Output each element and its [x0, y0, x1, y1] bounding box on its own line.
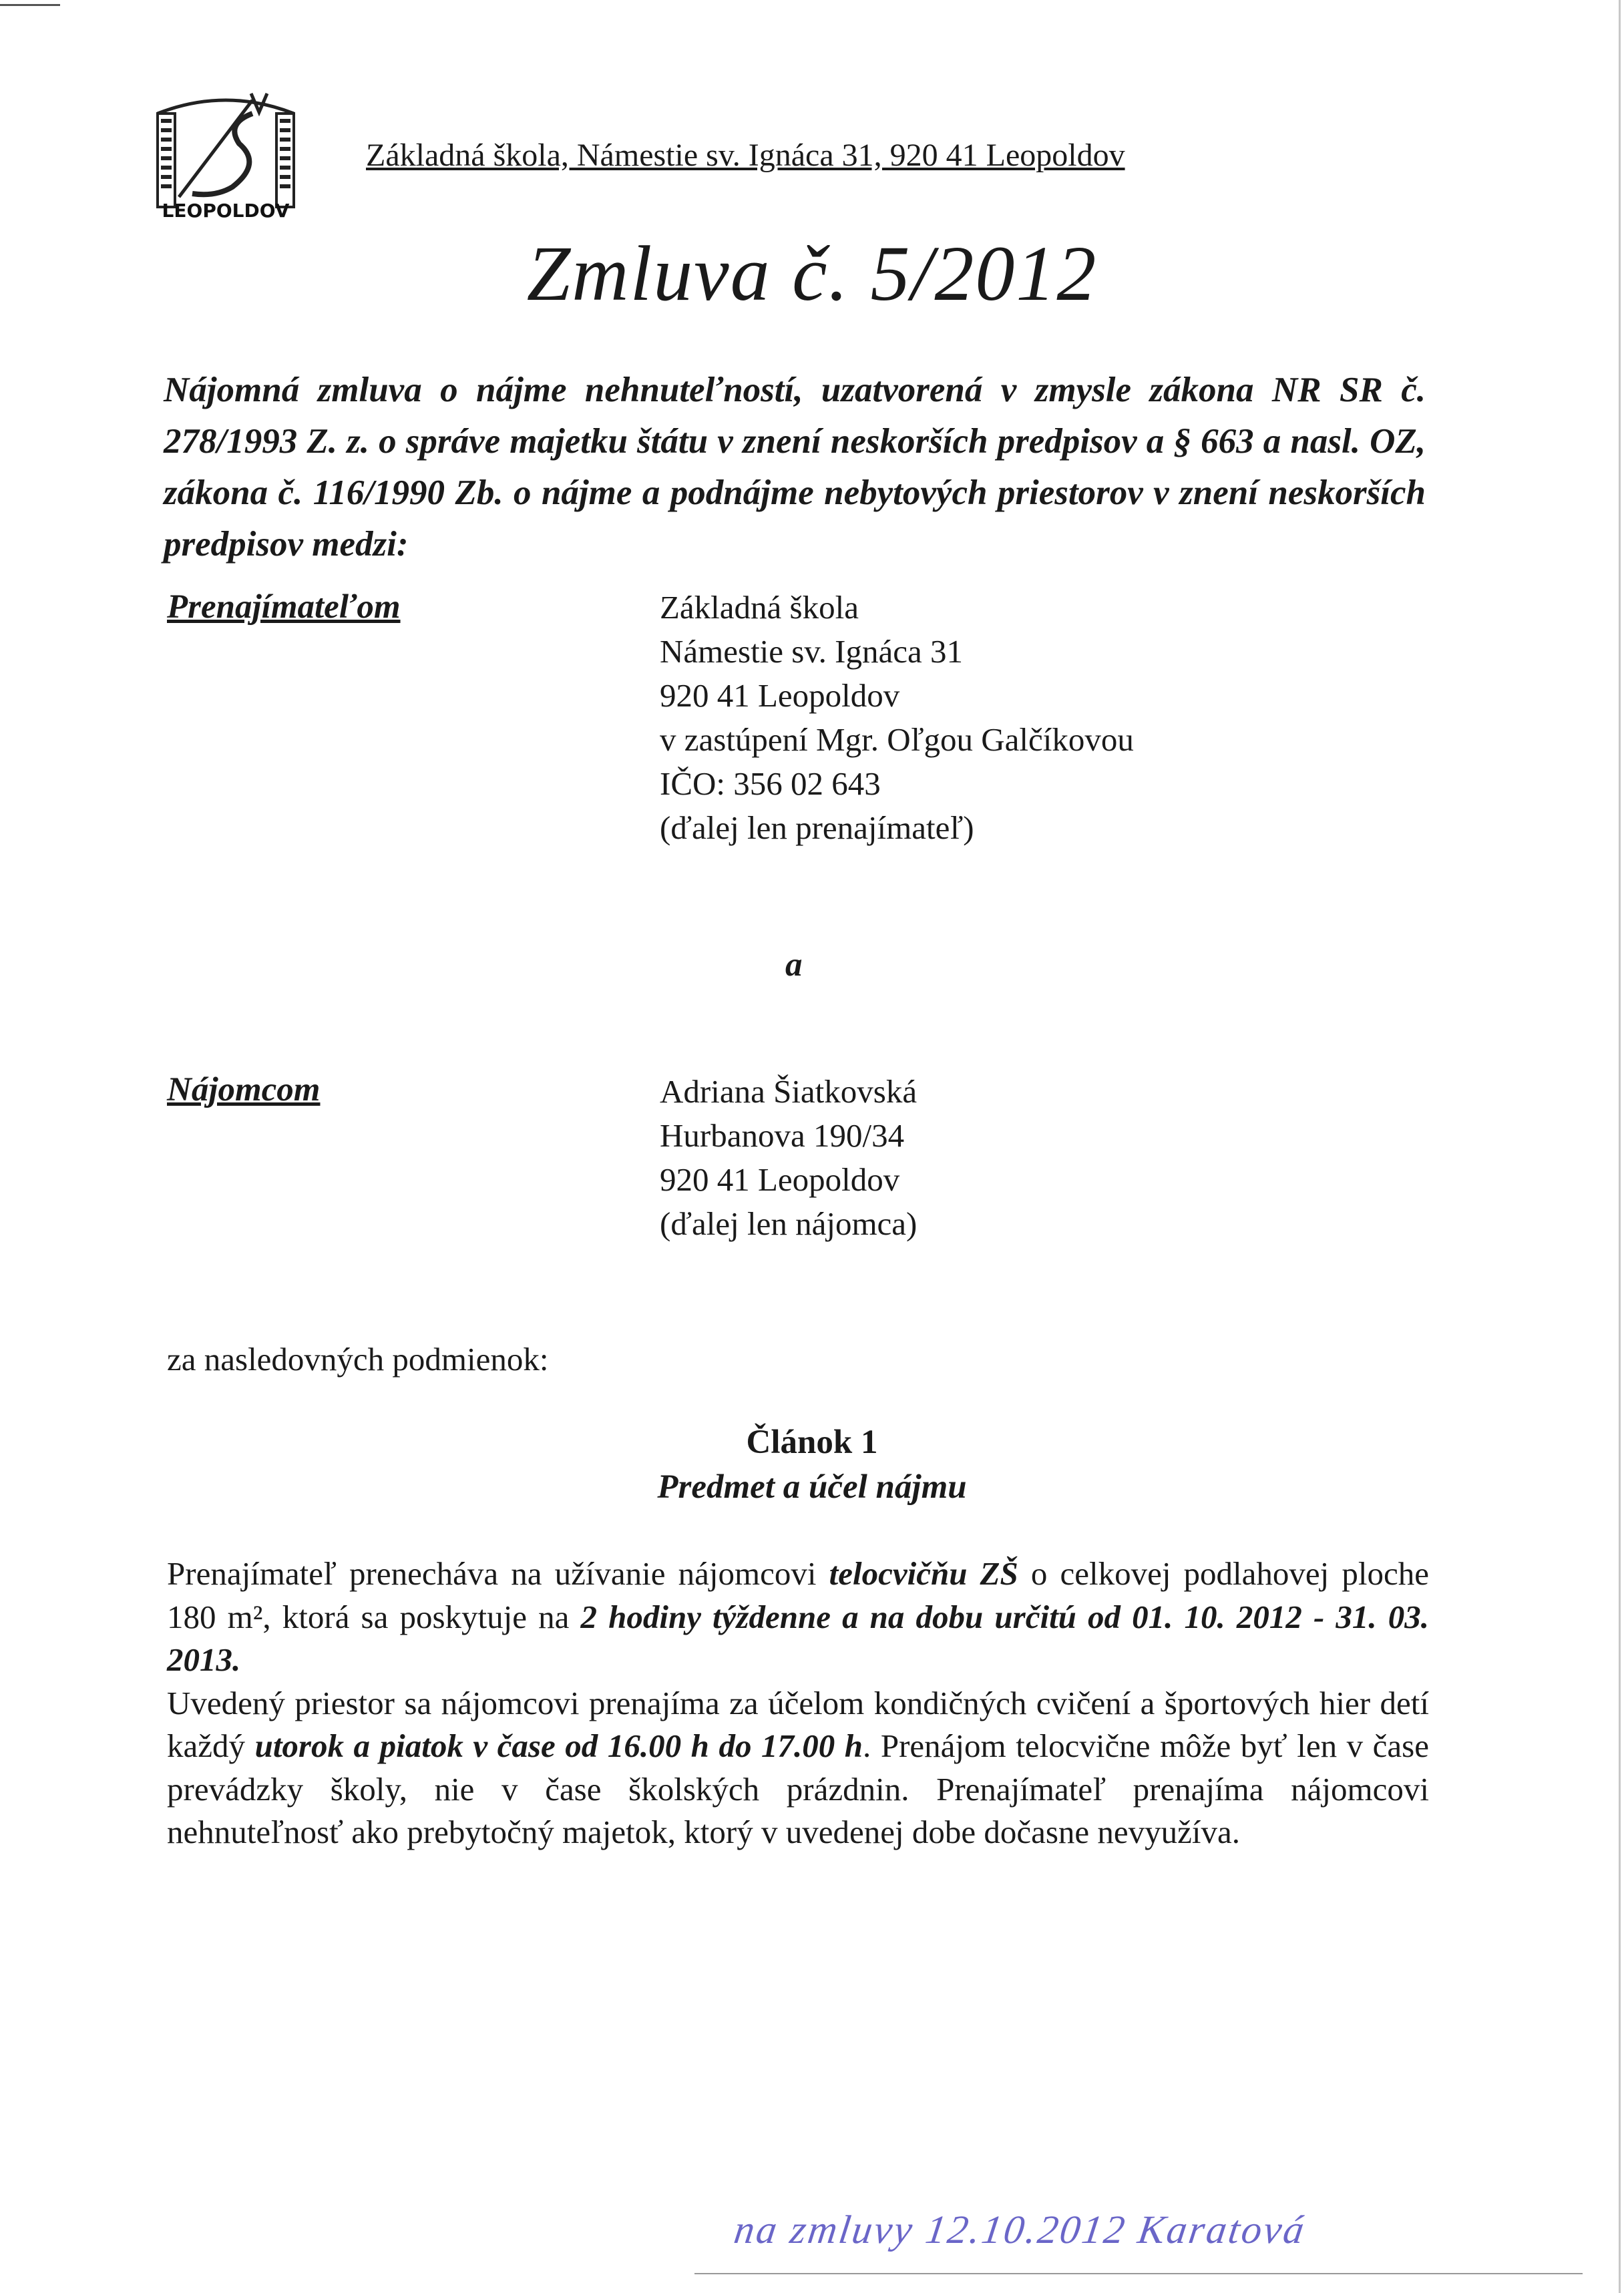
page-edge [1619, 0, 1621, 2293]
landlord-label: Prenajímateľom [167, 588, 401, 626]
tenant-details [660, 1070, 917, 1246]
article-paragraph [167, 1682, 1429, 1854]
emphasis-subject: telocvičňu ZŠ [829, 1555, 1018, 1592]
article-body [167, 1552, 1429, 1854]
article-paragraph [167, 1552, 1429, 1682]
school-logo [152, 87, 299, 220]
article-title: Predmet a účel nájmu [657, 1468, 967, 1506]
landlord-details [660, 586, 1134, 850]
conditions-intro: za nasledovných podmienok: [167, 1341, 549, 1378]
landlord-line: Základná škola [660, 589, 859, 626]
school-address-header: Základná škola, Námestie sv. Ignáca 31, 920 41 Leopoldov [366, 138, 1125, 173]
emphasis-schedule: utorok a piatok v čase od 16.00 h do 17.00 h [254, 1727, 863, 1764]
tenant-label: Nájomcom [167, 1071, 321, 1108]
landlord-line: 920 41 Leopoldov [660, 677, 900, 714]
landlord-line: IČO: 356 02 643 [660, 765, 881, 802]
emphasis-duration: 2 hodiny týždenne a na dobu určitú od 01. 10. 2012 - 31. 03. 2013. [167, 1598, 1429, 1678]
landlord-line: (ďalej len prenajímateľ) [660, 809, 974, 846]
tenant-line: (ďalej len nájomca) [660, 1205, 918, 1242]
bottom-edge-line [694, 2273, 1583, 2274]
paragraph-text: o celkovej podlahovej ploche 180 m², ktorá sa poskytuje na [167, 1555, 1430, 1635]
contract-intro: Nájomná zmluva o nájme nehnuteľností, uzatvorená v zmysle zákona NR SR č. 278/1993 Z. z. o správe majetku štátu v znení neskorších predpisov a § 663 a nasl. OZ, zákona č. 116/1990 Zb. o nájme a podnájme nebytových priestorov v znení neskorších predpisov medzi: [164, 371, 1426, 564]
landlord-line: v zastúpení Mgr. Oľgou Galčíkovou [660, 721, 1134, 758]
paragraph-text: . Prenájom telocvične môže byť len v čase prevádzky školy, nie v čase školských prázdnin. Prenajímateľ prenajíma nájomcovi nehnuteľnosť ako prebytočný majetok, ktorý v uvedenej dobe dočasne nevyužíva. [167, 1727, 1430, 1850]
scan-mark [0, 4, 60, 6]
conjunction: a [785, 946, 803, 984]
paragraph-text: Prenajímateľ prenecháva na užívanie nájomcovi [167, 1555, 829, 1592]
tenant-line: 920 41 Leopoldov [660, 1161, 900, 1198]
paragraph-text: Uvedený priestor sa nájomcovi prenajíma za účelom kondičných cvičení a športových hier detí každý [167, 1684, 1429, 1764]
tenant-line: Adriana Šiatkovská [660, 1073, 918, 1110]
landlord-line: Námestie sv. Ignáca 31 [660, 633, 963, 670]
article-number: Článok 1 [746, 1424, 878, 1461]
document-title: Zmluva č. 5/2012 [526, 230, 1098, 317]
logo-text: LEOPOLDOV [162, 200, 290, 220]
tenant-line: Hurbanova 190/34 [660, 1117, 905, 1154]
handwritten-note: na zmluvy 12.10.2012 Karatová [731, 2208, 1309, 2252]
